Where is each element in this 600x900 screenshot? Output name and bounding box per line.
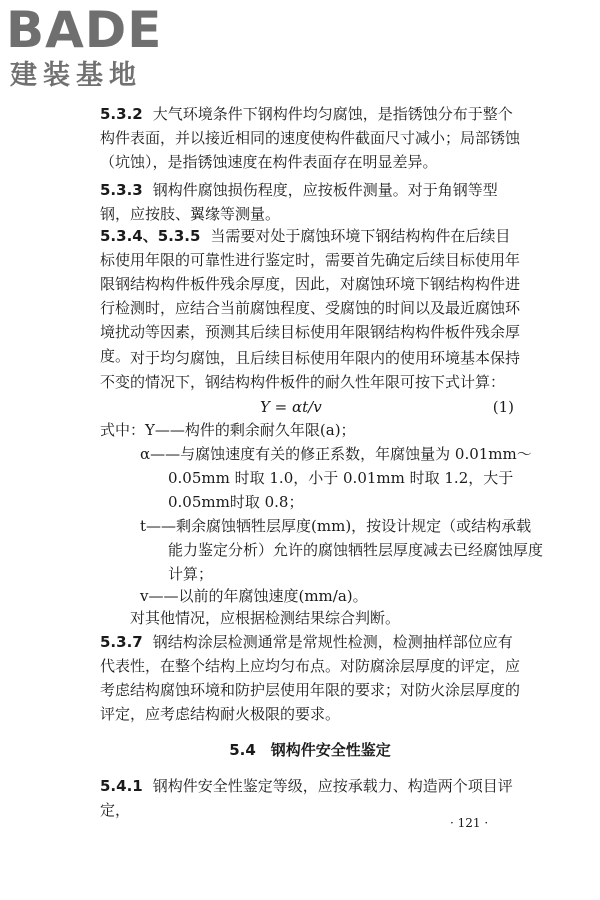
bade-logo	[6, 1, 176, 96]
section-heading-5-4: 5.4 钢构件安全性鉴定	[229, 741, 391, 759]
formula-expression: Y = αt/v	[260, 398, 322, 416]
clause-number: 5.4.1	[100, 777, 143, 795]
definition-v: v——以前的年腐蚀速度(mm/a)。	[140, 587, 368, 605]
page-number: · 121 ·	[450, 816, 489, 830]
formula-number: (1)	[492, 398, 514, 416]
clause-number: 5.3.4、5.3.5	[100, 227, 201, 245]
logo-brand: BADE	[6, 1, 163, 59]
definition-alpha: α——与腐蚀速度有关的修正系数，年腐蚀量为 0.01mm～0.05mm 时取 1.0，小于 0.01mm 时取 1.2，大于 0.05mm时取 0.8；	[140, 445, 532, 511]
clause-5-3-3	[100, 178, 520, 226]
clause-number: 5.3.7	[100, 633, 143, 651]
clause-5-3-2	[100, 102, 520, 174]
paragraph-other-cases: 对其他情况，应根据检测结果综合判断。	[130, 609, 401, 627]
definition-y: 式中：Y——构件的剩余耐久年限(a)；	[100, 421, 356, 439]
paragraph-uniform-corrosion: 对于均匀腐蚀，且后续目标使用年限内的使用环境基本保持不变的情况下，钢结构构件板件的耐久性年限可按下式计算：	[100, 349, 521, 391]
clause-text: 大气环境条件下钢构件均匀腐蚀，是指锈蚀分布于整个构件表面，并以接近相同的速度使构件截面尺寸减小；局部锈蚀（坑蚀），是指锈蚀速度在构件表面存在明显差异。	[100, 105, 521, 171]
clause-text: 钢构件安全性鉴定等级，应按承载力、构造两个项目评定，	[100, 777, 513, 819]
clause-5-3-7	[100, 630, 520, 726]
clause-number: 5.3.3	[100, 181, 143, 199]
definition-t: t——剩余腐蚀牺牲层厚度(mm)，按设计规定（或结构承载能力鉴定分析）允许的腐蚀牺牲层厚度减去已经腐蚀厚度计算；	[140, 517, 544, 583]
clause-text: 钢构件腐蚀损伤程度，应按板件测量。对于角钢等型钢，应按肢、翼缘等测量。	[100, 181, 498, 223]
clause-text: 钢结构涂层检测通常是常规性检测，检测抽样部位应有代表性，在整个结构上应均匀布点。对防腐涂层厚度的评定，应考虑结构腐蚀环境和防护层使用年限的要求；对防火涂层厚度的评定，应考虑结构耐火极限的要求。	[100, 633, 521, 723]
logo-subtitle: 建装基地	[10, 60, 142, 91]
clause-number: 5.3.2	[100, 105, 143, 123]
clause-text: 当需要对处于腐蚀环境下钢结构构件在后续目标使用年限的可靠性进行鉴定时，需要首先确定后续目标使用年限钢结构构件板件残余厚度，因此，对腐蚀环境下钢结构构件进行检测时，应结合当前腐蚀程度、受腐蚀的时间以及最近腐蚀环境扰动等因素，预测其后续目标使用年限钢结构构件板件残余厚度。	[100, 227, 521, 365]
